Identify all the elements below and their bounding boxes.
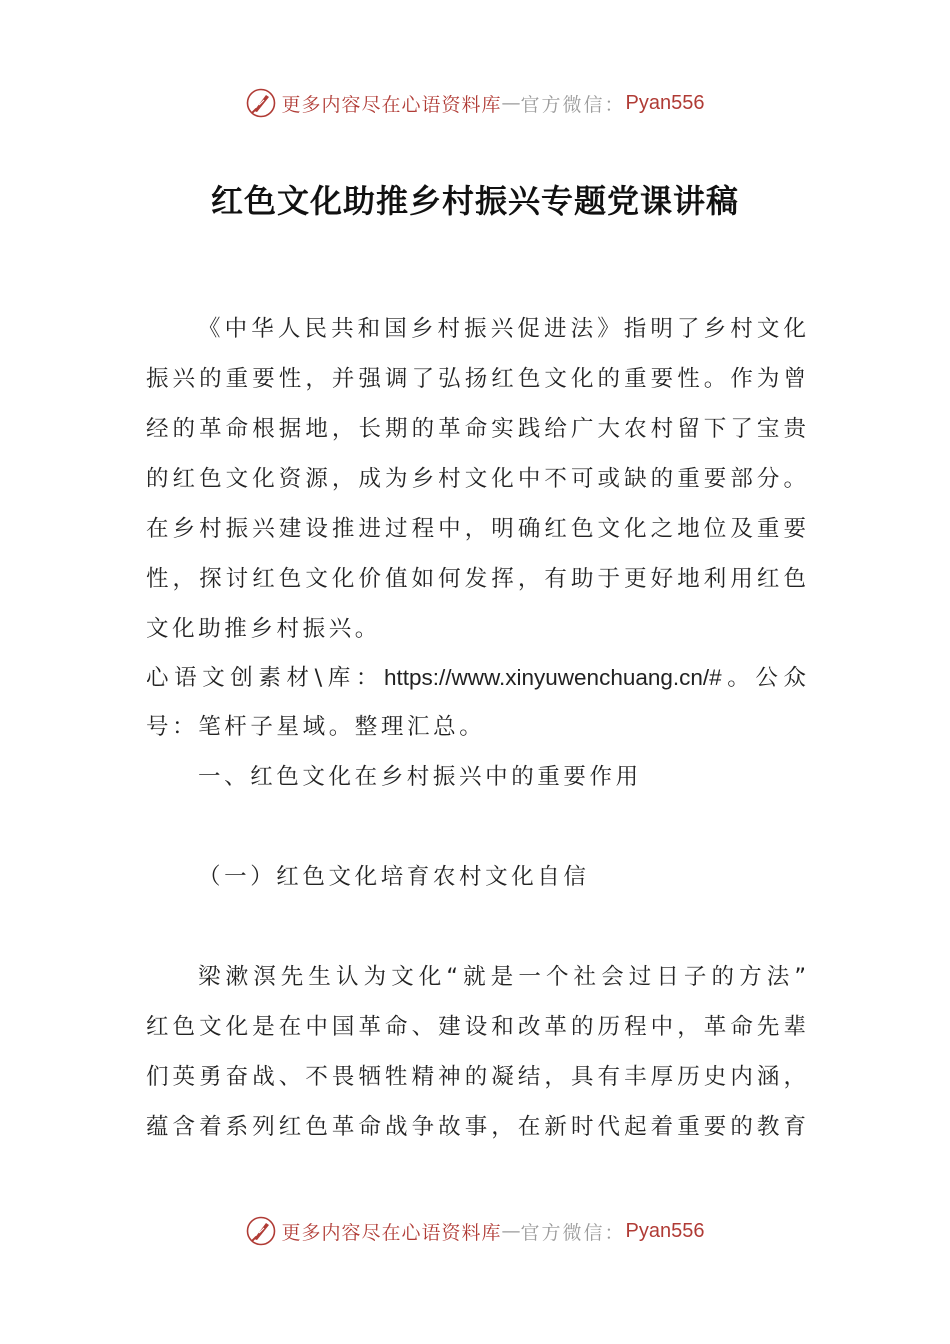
paragraph-line: 《中华人民共和国乡村振兴促进法》指明了乡村文化 <box>198 316 806 342</box>
paragraph-line: 振兴的重要性，并强调了弘扬红色文化的重要性。作为曾 <box>146 366 806 392</box>
paragraph-line: 经的革命根据地，长期的革命实践给广大农村留下了宝贵 <box>146 416 806 442</box>
header-wechat-id: Pyan556 <box>625 91 705 114</box>
paragraph-line: 在乡村振兴建设推进过程中，明确红色文化之地位及重要 <box>146 516 806 542</box>
footer-banner <box>0 1211 950 1251</box>
paragraph-line: 们英勇奋战、不畏牺牲精神的凝结，具有丰厚历史内涵， <box>146 1064 806 1090</box>
footer-wechat-label: 官方微信： <box>520 1221 626 1244</box>
header-dash: — <box>501 92 521 114</box>
source-line-2: 号：笔杆子星域。整理汇总。 <box>146 714 486 740</box>
source-prefix: 心语文创素材\库： <box>146 665 384 691</box>
source-suffix: 。公众 <box>721 665 806 691</box>
footer-brand-text: 更多内容尽在心语资料库 <box>281 1221 502 1244</box>
footer-wechat-id: Pyan556 <box>625 1219 705 1242</box>
paragraph-line: 性，探讨红色文化价值如何发挥，有助于更好地利用红色 <box>146 566 806 592</box>
paragraph-line: 红色文化是在中国革命、建设和改革的历程中，革命先辈 <box>146 1014 806 1040</box>
paragraph-line: 的红色文化资源，成为乡村文化中不可或缺的重要部分。 <box>146 466 806 492</box>
footer-dash: — <box>501 1220 521 1242</box>
paragraph-line: 文化助推乡村振兴。 <box>146 616 381 642</box>
subsection-heading: （一）红色文化培育农村文化自信 <box>198 864 590 890</box>
document-title: 红色文化助推乡村振兴专题党课讲稿 <box>210 182 739 220</box>
quill-logo-icon <box>246 1216 276 1246</box>
header-banner <box>0 83 950 123</box>
section-heading: 一、红色文化在乡村振兴中的重要作用 <box>198 764 642 790</box>
paragraph-line: 梁漱溟先生认为文化“就是一个社会过日子的方法” <box>198 964 806 990</box>
header-wechat-label: 官方微信： <box>520 93 626 116</box>
quill-logo-icon <box>246 88 276 118</box>
source-line <box>146 663 806 693</box>
paragraph-line: 蕴含着系列红色革命战争故事，在新时代起着重要的教育 <box>146 1114 806 1140</box>
header-brand-text: 更多内容尽在心语资料库 <box>281 93 502 116</box>
source-url-link[interactable]: https://www.xinyuwenchuang.cn/# <box>383 665 722 690</box>
